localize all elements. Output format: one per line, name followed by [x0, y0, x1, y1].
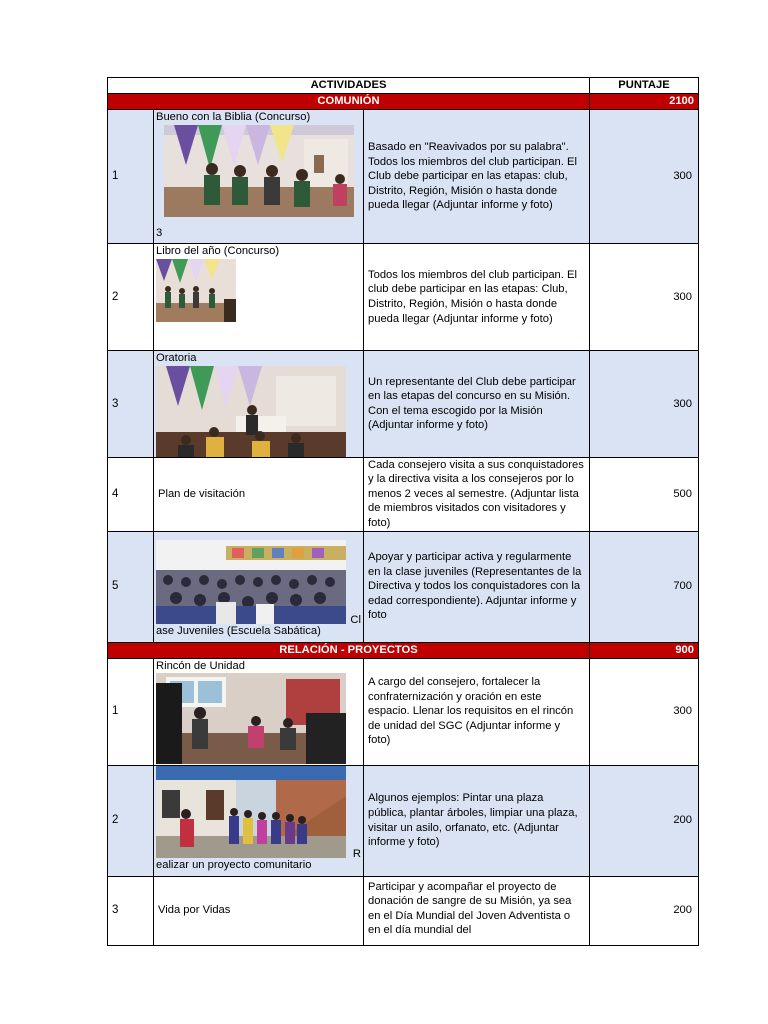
row-number: 4 [108, 457, 154, 531]
activity-label: Vida por Vidas [154, 876, 364, 945]
row-number: 1 [108, 658, 154, 765]
header-puntaje: PUNTAJE [590, 78, 699, 94]
activity-points: 200 [590, 876, 699, 945]
activity-points: 200 [590, 765, 699, 876]
unity-corner-photo [156, 673, 346, 764]
book-contest-photo [156, 259, 236, 322]
activity-cell [154, 531, 364, 642]
row-number: 1 [108, 110, 154, 244]
table-row [108, 765, 699, 876]
table-row [108, 110, 699, 244]
activity-description: Algunos ejemplos: Pintar una plaza pública, plantar árboles, limpiar una plaza, visitar un asilo, orfanato, etc. (Adjuntar informe y foto) [364, 765, 590, 876]
section-row-comunion [108, 94, 699, 110]
activity-label: Libro del año (Concurso) [156, 245, 280, 257]
activity-description: Un representante del Club debe participar en las etapas del concurso en su Misión. Con el tema escogido por la Misión (Adjuntar informe y foto) [364, 351, 590, 458]
activity-cell [154, 765, 364, 876]
oratory-photo [156, 366, 346, 457]
row-number: 3 [108, 876, 154, 945]
table-row [108, 351, 699, 458]
activity-points: 500 [590, 457, 699, 531]
activity-label: Plan de visitación [154, 457, 364, 531]
activity-cell [154, 110, 364, 244]
activity-description: Todos los miembros del club participan. El club debe participar en las etapas: Club, Distrito, Región, Misión o hasta donde pueda llegar (Adjuntar informe y foto) [364, 244, 590, 351]
activity-label-start: Cl [350, 613, 361, 626]
activity-label-start: R [352, 847, 361, 860]
activity-points: 300 [590, 244, 699, 351]
header-actividades: ACTIVIDADES [108, 78, 590, 94]
activity-points: 300 [590, 658, 699, 765]
table-row [108, 244, 699, 351]
activity-points: 300 [590, 110, 699, 244]
row-number: 2 [108, 765, 154, 876]
activity-cell [154, 658, 364, 765]
activity-label-rest: ase Juveniles (Escuela Sabática) [156, 624, 321, 637]
table-row [108, 531, 699, 642]
section-total: 2100 [590, 94, 699, 110]
table-row [108, 876, 699, 945]
section-title: RELACIÓN - PROYECTOS [108, 642, 590, 658]
bible-contest-photo [164, 125, 354, 217]
community-project-photo [156, 766, 346, 858]
table-row [108, 457, 699, 531]
row-number: 5 [108, 531, 154, 642]
activity-label: Oratoria [156, 352, 197, 364]
activity-description: Apoyar y participar activa y regularmente en la clase juveniles (Representantes de la Directiva y todos los conquistadores con la edad correspondiente). Adjuntar informe y foto [364, 531, 590, 642]
activity-cell [154, 244, 364, 351]
youth-class-photo [156, 540, 346, 624]
activity-points: 700 [590, 531, 699, 642]
activity-cell [154, 351, 364, 458]
row-number: 2 [108, 244, 154, 351]
activity-label: Rincón de Unidad [156, 659, 245, 672]
section-total: 900 [590, 642, 699, 658]
activities-table [107, 77, 699, 946]
activity-label: Bueno con la Biblia (Concurso) [156, 111, 311, 123]
row-number: 3 [108, 351, 154, 458]
activity-description: Basado en "Reavivados por su palabra". Todos los miembros del club participan. El Club debe participar en las etapas: club, Distrito, Región, Misión o hasta donde pueda llegar (Adjuntar informe y foto) [364, 110, 590, 244]
activity-description: A cargo del consejero, fortalecer la confraternización y oración en este espacio. Llenar los requisitos en el rincón de unidad del SGC (Adjuntar informe y foto) [364, 658, 590, 765]
section-title: COMUNIÓN [108, 94, 590, 110]
table-header-row [108, 78, 699, 94]
activity-extra: 3 [156, 227, 163, 240]
table-row [108, 658, 699, 765]
activity-description: Participar y acompañar el proyecto de donación de sangre de su Misión, ya sea en el Día Mundial del Joven Adventista o en el día mundial del [364, 876, 590, 945]
activity-label-rest: ealizar un proyecto comunitario [156, 858, 312, 871]
activity-points: 300 [590, 351, 699, 458]
activity-description: Cada consejero visita a sus conquistadores y la directiva visita a los consejeros por lo menos 2 veces al semestre. (Adjuntar lista de miembros visitados con visitadores y foto) [364, 457, 590, 531]
section-row-relacion [108, 642, 699, 658]
